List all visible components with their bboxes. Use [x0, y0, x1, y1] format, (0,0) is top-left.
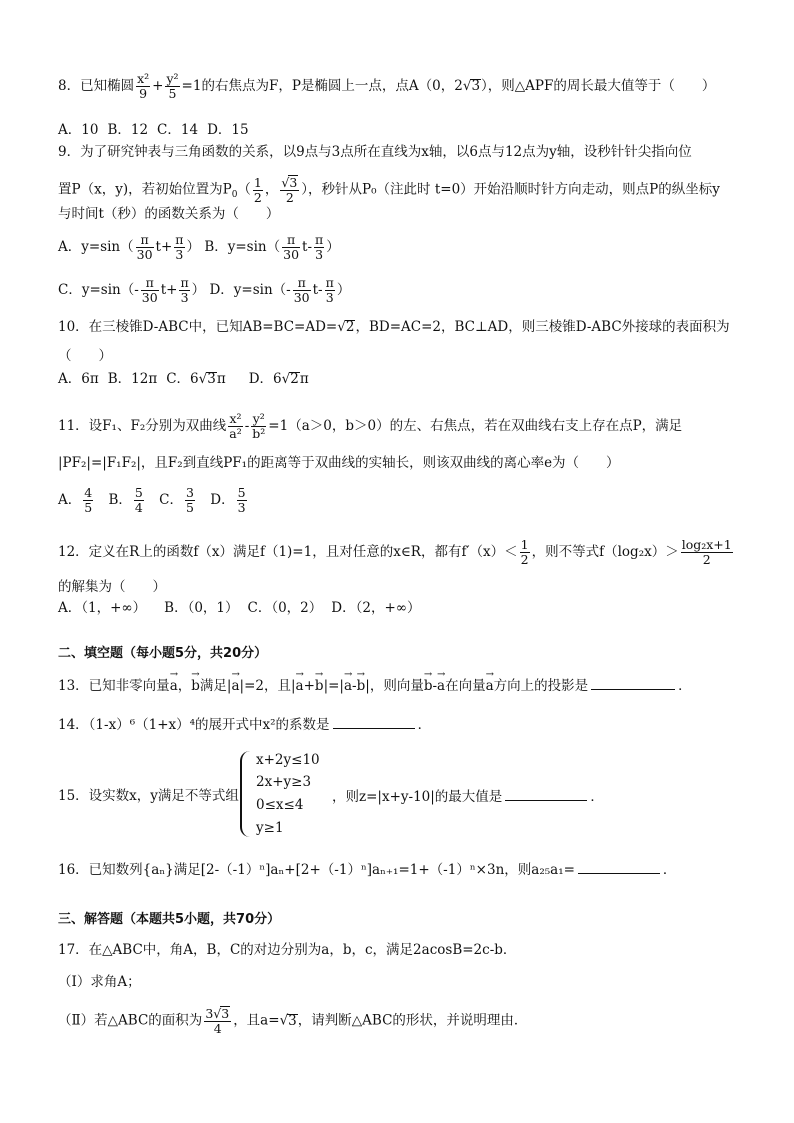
option-a: A．10 [58, 122, 99, 138]
question-8: 8．已知椭圆 $\frac{\text{x²}}{9}$ + $\frac{\text{y²}}{5}$ =1的右焦点为F，P是椭圆上一点，点A（0，2√3），则△APF的周长最大值等于（ ） [58, 71, 716, 101]
option-a: A．（1，+∞） [58, 600, 147, 616]
section-2-heading: 二、填空题（每小题5分，共20分） [58, 646, 268, 661]
q9-options-ab [58, 233, 340, 262]
q17-part1: （Ⅰ）求角A； [58, 974, 141, 990]
option-a: A． $\frac{4}{5}$ [58, 485, 93, 515]
q15-suffix: ，则z=|x+y-10|的最大值是 ． [332, 789, 604, 805]
answer-blank[interactable] [333, 715, 415, 729]
answer-blank[interactable] [505, 787, 587, 801]
option-c: C．（0，2） [247, 600, 323, 616]
option-b: B． $\frac{5}{4}$ [108, 485, 143, 515]
option-b: B．12 [107, 122, 149, 138]
q9-options-cd [58, 276, 350, 305]
question-11: 11．设F₁、F₂分别为双曲线 $\frac{\text{x²}}{\text{a²}}$ - $\frac{\text{y²}}{\text{b²}}$ =1（a＞0，b＞0）的左、右焦点，若在双曲线右支上存在点P，满足 [58, 411, 683, 441]
answer-blank[interactable] [578, 860, 660, 874]
option-d: D．（2，+∞） [331, 600, 421, 616]
sqrt-radicand: 3 [471, 78, 481, 94]
option-c: C．6√3π [166, 371, 226, 387]
q8-text: 8．已知椭圆 [58, 78, 135, 94]
question-9: 9．为了研究钟表与三角函数的关系，以9点与3点所在直线为x轴，以6点与12点为y轴，设秒针针尖指向位 [58, 144, 692, 160]
question-14: 14．（1-x）⁶（1+x）⁴的展开式中x²的系数是 ． [58, 717, 432, 733]
answer-blank[interactable] [591, 676, 675, 690]
option-b: B．12π [107, 371, 158, 387]
option-a: A．6π [58, 371, 99, 387]
section-3-heading: 三、解答题（本题共5小题，共70分） [58, 912, 281, 927]
question-13: 13．已知非零向量→ a，→ b满足|→ a|=2，且|→ a+→ b|=|→ a-→ b|，则向量→ b-→ a在向量→ a方向上的投影是 ． [58, 676, 692, 695]
question-12: 12．定义在R上的函数f（x）满足f（1)=1，且对任意的x∈R，都有f′（x）＜ $\frac{1}{2}$ ，则不等式f（log₂x）＞ $\frac{\text{log₂x+1}}{2}$ [58, 537, 732, 567]
question-16: 16．已知数列{aₙ}满足[2-（-1）ⁿ]aₙ+[2+（-1）ⁿ]aₙ₊₁=1+（-1）ⁿ×3n，则a₂₅a₁= ． [58, 862, 677, 878]
option-d: D． $\frac{5}{3}$ [210, 485, 246, 515]
question-15: 15．设实数x，y满足不等式组 [58, 788, 239, 804]
q10-paren: （ ） [58, 348, 112, 364]
option-c: C．14 [157, 122, 199, 138]
option-c: C． $\frac{3}{5}$ [159, 485, 194, 515]
q12-line2: 的解集为（ ） [58, 579, 166, 595]
q8-options [58, 121, 258, 139]
question-17: 17．在△ABC中，角A，B，C的对边分别为a，b，c，满足2acosB=2c-b． [58, 942, 517, 958]
q11-line2: |PF₂|=|F₁F₂|，且F₂到直线PF₁的距离等于双曲线的实轴长，则该双曲线的离心率e为（ ） [58, 455, 620, 471]
q10-options [58, 370, 318, 388]
q9-line2: 置P（x，y)，若初始位置为$P_0$（ $\frac{1}{2}$ ， $\frac{√3}{2}$ ），秒针从P₀（注此时 t=0）开始沿顺时针方向走动，则点P的纵坐标y [58, 174, 720, 205]
inequality-system: x+2y≤10 2x+y≥3 0≤x≤4 y≥1 [240, 751, 332, 837]
q11-options [58, 486, 258, 515]
option-a: A．y=sin（ $\frac{\pi}{30}$ t+ $\frac{\pi}{3}$ ） [58, 232, 201, 262]
fraction: $\frac{\text{y²}}{5}$ [166, 71, 179, 101]
option-b: B．y=sin（ $\frac{\pi}{30}$ t- $\frac{\pi}{3}$ ） [204, 232, 340, 262]
q17-part2: （Ⅱ）若△ABC的面积为 $\frac{3√3}{4}$ ，且a=√3，请判断△ABC的形状，并说明理由． [58, 1006, 528, 1036]
option-d: D．6√2π [248, 371, 309, 387]
option-d: D．y=sin（- $\frac{\pi}{30}$ t- $\frac{\pi}{3}$ ） [209, 275, 351, 305]
q9-line3: 与时间t（秒）的函数关系为（ ） [58, 206, 280, 222]
q12-options [58, 599, 430, 617]
question-10: 10．在三棱锥D-ABC中，已知AB=BC=AD=√2，BD=AC=2，BC⊥AD，则三棱锥D-ABC外接球的表面积为 [58, 319, 730, 335]
option-b: B．（0，1） [164, 600, 239, 616]
fraction: $\frac{\text{x²}}{9}$ [137, 71, 150, 101]
option-c: C．y=sin（- $\frac{\pi}{30}$ t+ $\frac{\pi}{3}$ ） [58, 275, 206, 305]
option-d: D．15 [207, 122, 249, 138]
